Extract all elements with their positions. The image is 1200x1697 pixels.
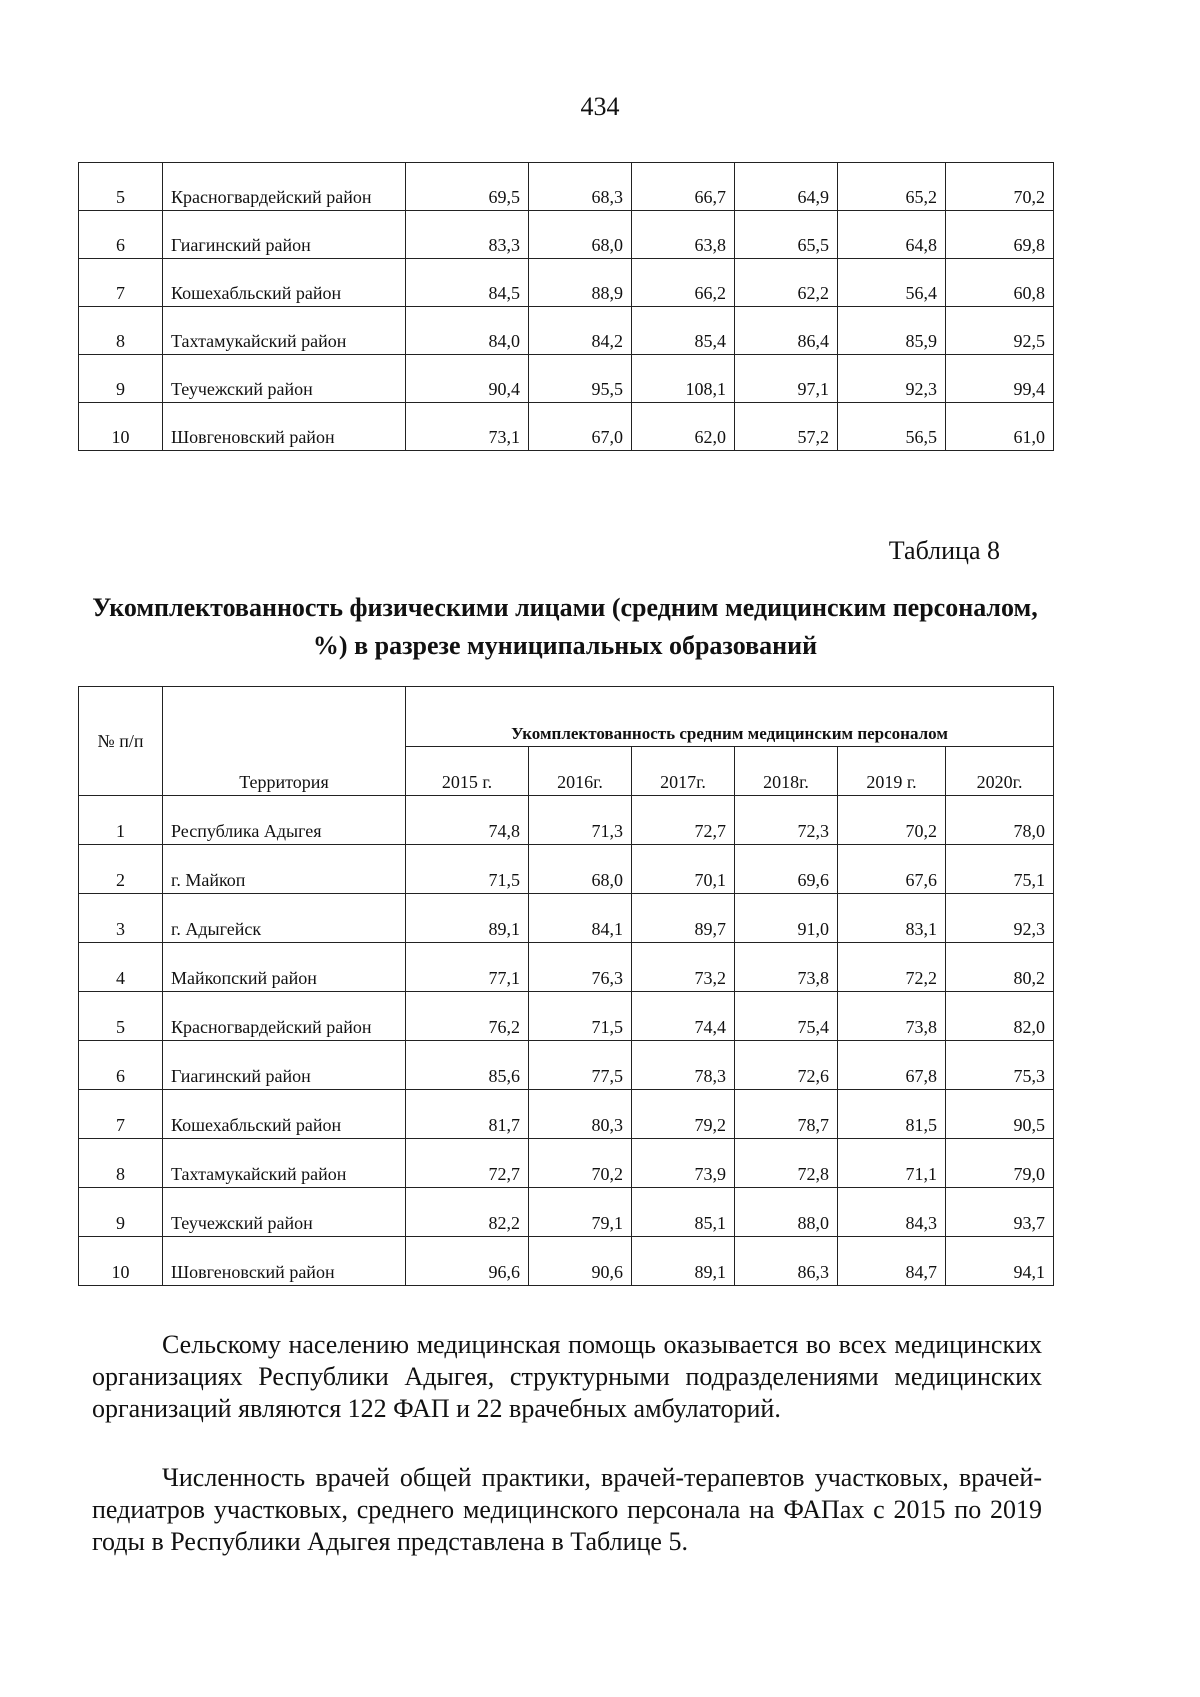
territory-name: Кошехабльский район [163,259,406,307]
table-row [79,845,1054,894]
value-cell: 68,0 [529,211,632,259]
row-number: 8 [79,1139,163,1188]
value-cell: 77,1 [406,943,529,992]
table-row [79,355,1054,403]
value-cell: 78,0 [946,796,1054,845]
value-cell: 81,5 [838,1090,946,1139]
value-cell: 73,9 [632,1139,735,1188]
row-number: 6 [79,211,163,259]
value-cell: 66,2 [632,259,735,307]
table-row [79,1139,1054,1188]
value-cell: 68,0 [529,845,632,894]
value-cell: 75,1 [946,845,1054,894]
value-cell: 64,8 [838,211,946,259]
header-group: Укомплектованность средним медицинским персоналом [406,687,1054,747]
header-year: 2020г. [946,747,1054,796]
value-cell: 70,2 [838,796,946,845]
territory-name: Теучежский район [163,355,406,403]
value-cell: 66,7 [632,163,735,211]
value-cell: 84,1 [529,894,632,943]
staffing-table [78,686,1054,1286]
value-cell: 62,2 [735,259,838,307]
value-cell: 82,2 [406,1188,529,1237]
header-year: 2016г. [529,747,632,796]
header-year: 2019 г. [838,747,946,796]
table-row [79,992,1054,1041]
table-row [79,211,1054,259]
value-cell: 92,3 [946,894,1054,943]
value-cell: 85,6 [406,1041,529,1090]
table-title: Укомплектованность физическими лицами (средним медицинским персоналом, %) в разрезе муниципальных образований [92,593,1038,660]
territory-name: Майкопский район [163,943,406,992]
value-cell: 80,2 [946,943,1054,992]
row-number: 7 [79,259,163,307]
value-cell: 76,3 [529,943,632,992]
territory-name: г. Майкоп [163,845,406,894]
value-cell: 79,1 [529,1188,632,1237]
value-cell: 74,4 [632,992,735,1041]
value-cell: 75,4 [735,992,838,1041]
table-row [79,894,1054,943]
value-cell: 96,6 [406,1237,529,1286]
value-cell: 91,0 [735,894,838,943]
value-cell: 90,5 [946,1090,1054,1139]
page-number: 434 [580,92,620,121]
territory-name: Гиагинский район [163,211,406,259]
value-cell: 57,2 [735,403,838,451]
value-cell: 69,8 [946,211,1054,259]
value-cell: 63,8 [632,211,735,259]
value-cell: 71,5 [406,845,529,894]
value-cell: 73,8 [735,943,838,992]
value-cell: 72,6 [735,1041,838,1090]
paragraph-staff-count: Численность врачей общей практики, врачей-терапевтов участковых, врачей-педиатров участковых, среднего медицинского персонала на ФАПах с 2015 по 2019 годы в Республики Адыгея представлена в Таблице 5. [92,1463,1042,1556]
row-number: 10 [79,403,163,451]
value-cell: 72,7 [406,1139,529,1188]
table-row [79,1188,1054,1237]
value-cell: 69,5 [406,163,529,211]
row-number: 1 [79,796,163,845]
value-cell: 94,1 [946,1237,1054,1286]
value-cell: 79,2 [632,1090,735,1139]
row-number: 10 [79,1237,163,1286]
value-cell: 74,8 [406,796,529,845]
value-cell: 88,9 [529,259,632,307]
value-cell: 84,7 [838,1237,946,1286]
value-cell: 84,3 [838,1188,946,1237]
value-cell: 56,4 [838,259,946,307]
table-row [79,1090,1054,1139]
value-cell: 85,4 [632,307,735,355]
value-cell: 62,0 [632,403,735,451]
value-cell: 65,5 [735,211,838,259]
value-cell: 89,1 [406,894,529,943]
value-cell: 73,2 [632,943,735,992]
territory-name: Республика Адыгея [163,796,406,845]
value-cell: 72,8 [735,1139,838,1188]
value-cell: 85,1 [632,1188,735,1237]
value-cell: 72,2 [838,943,946,992]
value-cell: 79,0 [946,1139,1054,1188]
row-number: 9 [79,1188,163,1237]
value-cell: 61,0 [946,403,1054,451]
value-cell: 90,6 [529,1237,632,1286]
value-cell: 88,0 [735,1188,838,1237]
territory-name: Красногвардейский район [163,992,406,1041]
value-cell: 83,1 [838,894,946,943]
value-cell: 72,7 [632,796,735,845]
value-cell: 71,1 [838,1139,946,1188]
row-number: 7 [79,1090,163,1139]
value-cell: 92,3 [838,355,946,403]
value-cell: 83,3 [406,211,529,259]
value-cell: 99,4 [946,355,1054,403]
value-cell: 89,7 [632,894,735,943]
territory-name: Тахтамукайский район [163,1139,406,1188]
value-cell: 56,5 [838,403,946,451]
row-number: 8 [79,307,163,355]
value-cell: 71,5 [529,992,632,1041]
value-cell: 78,7 [735,1090,838,1139]
value-cell: 97,1 [735,355,838,403]
value-cell: 81,7 [406,1090,529,1139]
row-number: 2 [79,845,163,894]
header-year: 2017г. [632,747,735,796]
row-number: 5 [79,992,163,1041]
value-cell: 86,3 [735,1237,838,1286]
value-cell: 72,3 [735,796,838,845]
value-cell: 71,3 [529,796,632,845]
table-row [79,943,1054,992]
table-number: Таблица 8 [888,536,1000,565]
value-cell: 69,6 [735,845,838,894]
value-cell: 60,8 [946,259,1054,307]
value-cell: 68,3 [529,163,632,211]
value-cell: 73,8 [838,992,946,1041]
value-cell: 85,9 [838,307,946,355]
row-number: 5 [79,163,163,211]
header-year: 2015 г. [406,747,529,796]
territory-name: Тахтамукайский район [163,307,406,355]
row-number: 6 [79,1041,163,1090]
value-cell: 67,6 [838,845,946,894]
table-row [79,163,1054,211]
value-cell: 84,5 [406,259,529,307]
territory-name: Гиагинский район [163,1041,406,1090]
table-row [79,1237,1054,1286]
value-cell: 65,2 [838,163,946,211]
value-cell: 76,2 [406,992,529,1041]
staffing-table-body [79,796,1054,1286]
territory-name: Кошехабльский район [163,1090,406,1139]
value-cell: 70,2 [946,163,1054,211]
table-row [79,259,1054,307]
continued-table [78,162,1054,451]
value-cell: 84,0 [406,307,529,355]
value-cell: 93,7 [946,1188,1054,1237]
continued-table-body [79,163,1054,451]
row-number: 3 [79,894,163,943]
table-row [79,796,1054,845]
row-number: 4 [79,943,163,992]
value-cell: 92,5 [946,307,1054,355]
value-cell: 108,1 [632,355,735,403]
value-cell: 80,3 [529,1090,632,1139]
paragraph-rural-care: Сельскому населению медицинская помощь оказывается во всех медицинских организациях Республики Адыгея, структурными подразделениями медицинских организаций являются 122 ФАП и 22 врачебных амбулаторий. [92,1330,1042,1423]
value-cell: 89,1 [632,1237,735,1286]
value-cell: 78,3 [632,1041,735,1090]
value-cell: 67,0 [529,403,632,451]
value-cell: 82,0 [946,992,1054,1041]
territory-name: Теучежский район [163,1188,406,1237]
value-cell: 75,3 [946,1041,1054,1090]
value-cell: 70,2 [529,1139,632,1188]
territory-name: Шовгеновский район [163,403,406,451]
value-cell: 67,8 [838,1041,946,1090]
value-cell: 64,9 [735,163,838,211]
value-cell: 73,1 [406,403,529,451]
territory-name: г. Адыгейск [163,894,406,943]
territory-name: Шовгеновский район [163,1237,406,1286]
value-cell: 84,2 [529,307,632,355]
value-cell: 86,4 [735,307,838,355]
header-no: № п/п [79,687,163,796]
value-cell: 77,5 [529,1041,632,1090]
table-row [79,403,1054,451]
table-row [79,1041,1054,1090]
value-cell: 70,1 [632,845,735,894]
value-cell: 90,4 [406,355,529,403]
value-cell: 95,5 [529,355,632,403]
table-row [79,307,1054,355]
header-territory: Территория [163,687,406,796]
header-year: 2018г. [735,747,838,796]
row-number: 9 [79,355,163,403]
territory-name: Красногвардейский район [163,163,406,211]
